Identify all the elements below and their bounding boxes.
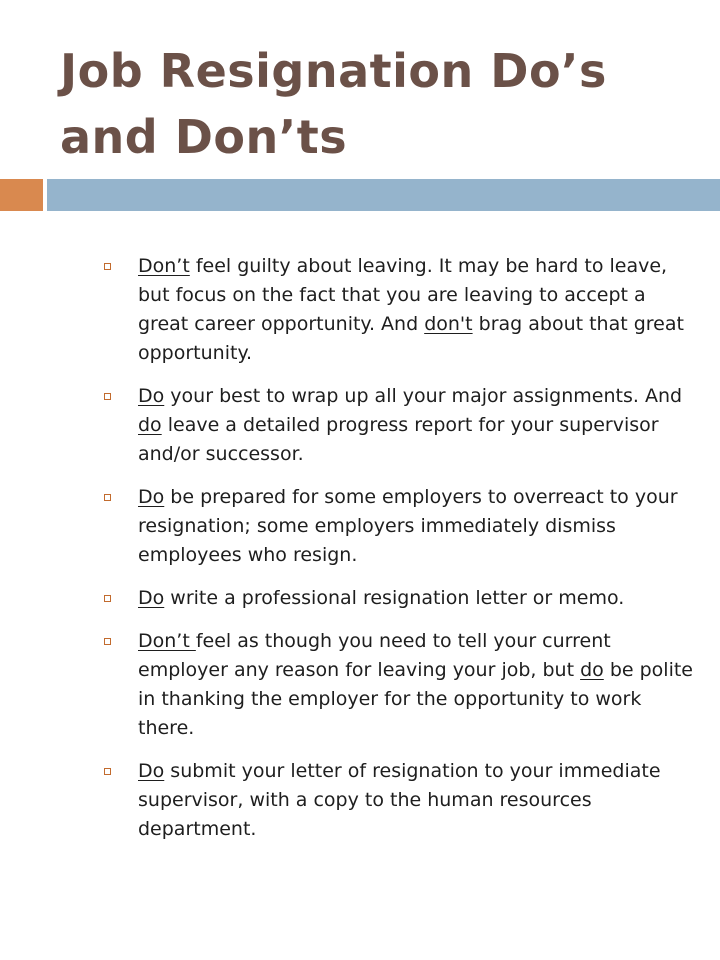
keyword: don't: [424, 313, 473, 335]
bullet-item-4: [100, 584, 700, 613]
bullet-text: [138, 760, 661, 840]
bullet-text: [138, 385, 682, 465]
keyword: Do: [138, 760, 165, 782]
text-segment: be prepared for some employers to overreact to your resignation; some employers immediately dismiss employees who resign.: [138, 486, 678, 566]
square-bullet-icon: [104, 595, 111, 602]
accent-bar-orange: [0, 179, 43, 211]
bullet-item-5: [100, 627, 700, 743]
text-segment: submit your letter of resignation to your immediate supervisor, with a copy to the human resources department.: [138, 760, 661, 840]
bullet-text: [138, 630, 693, 739]
bullet-text: [138, 486, 678, 566]
text-segment: feel as though you need to tell your current employer any reason for leaving your job, but: [138, 630, 611, 681]
square-bullet-icon: [104, 393, 111, 400]
bullet-item-3: [100, 483, 700, 570]
text-segment: write a professional resignation letter or memo.: [164, 587, 625, 609]
text-segment: leave a detailed progress report for your supervisor and/or successor.: [138, 414, 659, 465]
bullet-text: [138, 255, 684, 364]
text-segment: your best to wrap up all your major assignments. And: [164, 385, 683, 407]
bullet-item-6: [100, 757, 700, 844]
accent-bar-blue: [47, 179, 720, 211]
bullet-item-1: [100, 252, 700, 368]
square-bullet-icon: [104, 494, 111, 501]
bullet-list: [100, 252, 700, 858]
square-bullet-icon: [104, 768, 111, 775]
text-segment: brag about that great opportunity.: [138, 313, 684, 364]
keyword: Do: [138, 587, 165, 609]
text-segment: feel guilty about leaving. It may be hard to leave, but focus on the fact that you are leaving to accept a great career opportunity. And: [138, 255, 668, 335]
keyword: Don’t: [138, 630, 196, 652]
bullet-text: [138, 587, 624, 609]
keyword: do: [138, 414, 162, 436]
keyword: Do: [138, 486, 165, 508]
keyword: Don’t: [138, 255, 190, 277]
bullet-item-2: [100, 382, 700, 469]
square-bullet-icon: [104, 263, 111, 270]
slide-title: Job Resignation Do’s and Don’ts: [60, 44, 607, 164]
keyword: Do: [138, 385, 165, 407]
square-bullet-icon: [104, 638, 111, 645]
text-segment: be polite in thanking the employer for the opportunity to work there.: [138, 659, 693, 739]
keyword: do: [580, 659, 604, 681]
